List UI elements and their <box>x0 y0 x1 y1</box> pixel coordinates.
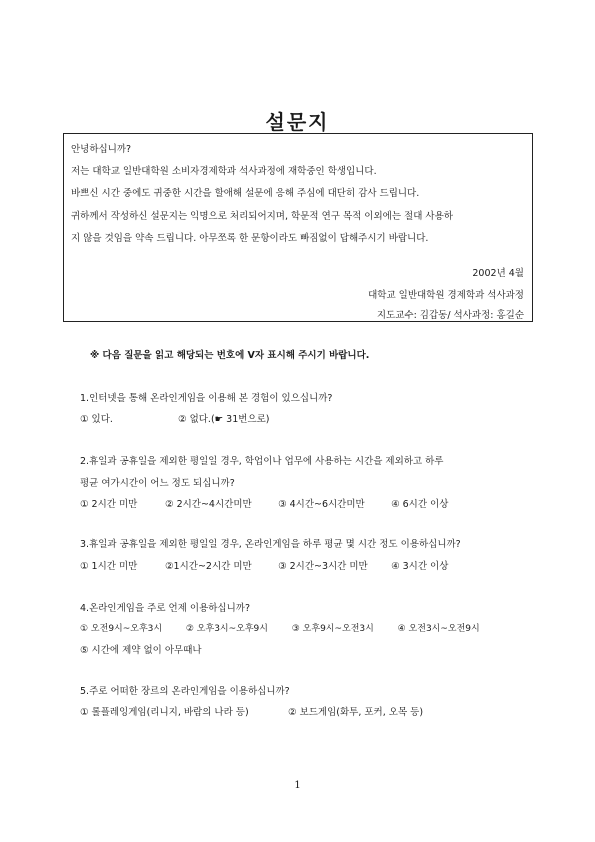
survey-date: 2002년 4월 <box>472 268 524 279</box>
greeting-line: 안녕하십니까? <box>71 144 132 155</box>
intro-line: 저는 대학교 일반대학원 소비자경제학과 석사과정에 재학중인 학생입니다. <box>71 166 377 177</box>
option-item[interactable]: ④ 6시간 이상 <box>391 499 449 510</box>
intro-line: 귀하께서 작성하신 설문지는 익명으로 처리되어지며, 학문적 연구 목적 이외에는 절대 사용하 <box>71 211 453 222</box>
question-5: 5.주로 어떠한 장르의 온라인게임을 이용하십니까? <box>80 686 290 697</box>
survey-title: 설문지 <box>265 110 330 134</box>
page-number: 1 <box>294 780 301 791</box>
option-item[interactable]: ① 있다. <box>80 414 113 425</box>
question-1: 1.인터넷을 통해 온라인게임을 이용해 본 경험이 있으십니까? <box>80 393 333 404</box>
option-item[interactable]: ③ 오후9시~오전3시 <box>291 624 374 634</box>
affiliation: 대학교 일반대학원 경제학과 석사과정 <box>368 290 524 301</box>
question-4-options-extra <box>80 642 202 656</box>
intro-box <box>63 133 533 322</box>
option-item[interactable]: ② 없다.(☛ 31번으로) <box>178 414 270 425</box>
question-1-options <box>80 411 270 425</box>
question-2-options <box>80 496 448 510</box>
option-item[interactable]: ① 롤플레잉게임(리니지, 바람의 나라 등) <box>80 707 249 718</box>
option-item[interactable]: ① 2시간 미만 <box>80 499 138 510</box>
question-4: 4.온라인게임을 주로 언제 이용하십니까? <box>80 603 250 614</box>
advisor-info: 지도교수: 김갑동/ 석사과정: 홍길순 <box>376 310 524 321</box>
question-3-options <box>80 558 448 572</box>
question-2-continued: 평균 여가시간이 어느 정도 되십니까? <box>80 478 235 489</box>
option-item[interactable]: ④ 3시간 이상 <box>391 561 449 572</box>
option-item[interactable]: ③ 4시간~6시간미만 <box>278 499 365 510</box>
option-item[interactable]: ② 2시간~4시간미만 <box>165 499 252 510</box>
question-4-options <box>80 621 480 634</box>
option-item[interactable]: ① 오전9시~오후3시 <box>80 624 163 634</box>
intro-line: 지 않을 것임을 약속 드립니다. 아무쪼록 한 문항이라도 빠짐없이 답해주시기 바랍니다. <box>71 233 429 244</box>
question-2: 2.휴일과 공휴일을 제외한 평일일 경우, 학업이나 업무에 사용하는 시간을 제외하고 하루 <box>80 456 444 467</box>
option-item[interactable]: ②1시간~2시간 미만 <box>165 561 252 572</box>
option-item[interactable]: ② 보드게임(화투, 포커, 오목 등) <box>288 707 424 718</box>
question-3: 3.휴일과 공휴일을 제외한 평일일 경우, 온라인게임을 하루 평균 몇 시간 정도 이용하십니까? <box>80 539 461 550</box>
option-item[interactable]: ③ 2시간~3시간 미만 <box>278 561 368 572</box>
option-item[interactable]: ④ 오전3시~오전9시 <box>397 624 480 634</box>
question-5-options <box>80 704 423 718</box>
option-item[interactable]: ⑤ 시간에 제약 없이 아무때나 <box>80 645 202 656</box>
option-item[interactable]: ② 오후3시~오후9시 <box>185 624 268 634</box>
instruction-text: ※ 다음 질문을 읽고 해당되는 번호에 V자 표시해 주시기 바랍니다. <box>90 350 370 361</box>
intro-line: 바쁘신 시간 중에도 귀중한 시간을 할애해 설문에 응해 주심에 대단히 감사 드립니다. <box>71 188 420 199</box>
option-item[interactable]: ① 1시간 미만 <box>80 561 138 572</box>
